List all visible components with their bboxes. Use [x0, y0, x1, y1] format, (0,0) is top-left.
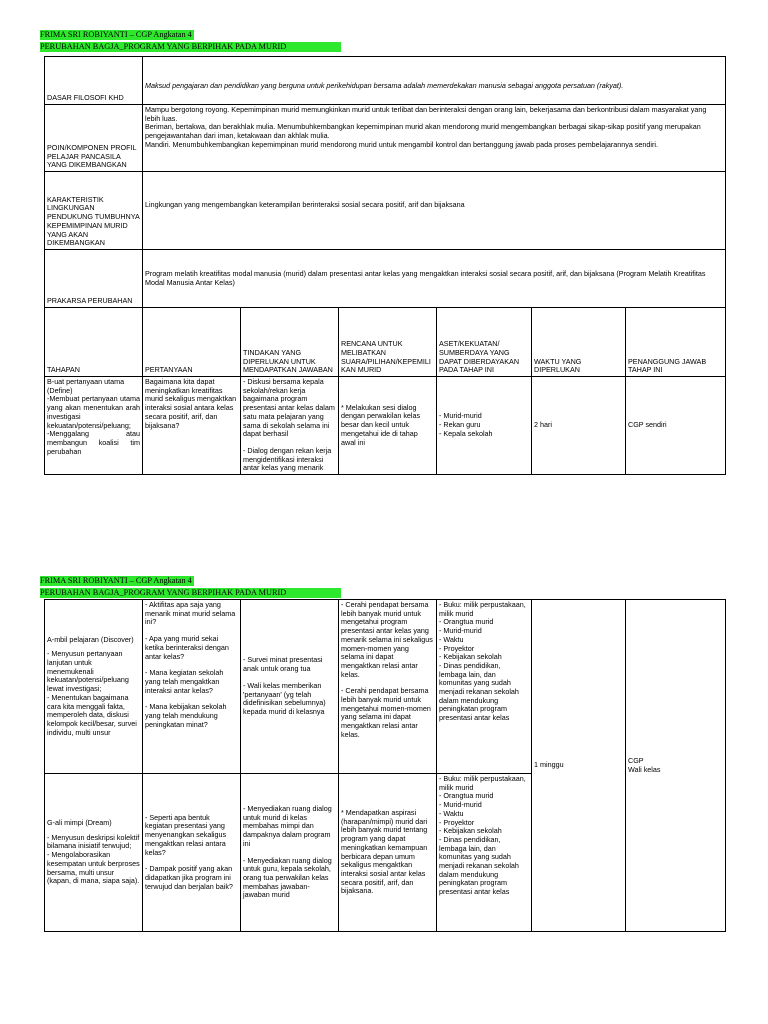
aset-item: - Waktu	[439, 808, 464, 818]
aset-item: - Dinas pendidikan, lembaga lain, dan komunitas yang sudah menjadi rekanan sekolah dalam mendukung peningkatan program presentasi antar kelas	[439, 660, 519, 723]
tahapan-step: - Menentukan bagaimana cara kita menggali fakta, memperoleh data, diskusi kelompok kecil/besar, survei individu, multi unsur	[47, 692, 137, 737]
row1-waktu: 2 hari	[532, 377, 626, 475]
tindakan-item: - Menyediakan ruang dialog untuk murid di kelas membahas mimpi dan dampaknya dalam program ini	[243, 803, 332, 848]
aset-item: - Orangtua murid	[439, 617, 494, 627]
page1-header-title: PERUBAHAN BAGJA_PROGRAM YANG BERPIHAK PADA MURID	[40, 42, 341, 52]
tindakan-item: - Menyediakan ruang dialog untuk guru, kepala sekolah, orang tua perwakilan kelas membahas jawaban-jawaban murid	[243, 855, 332, 900]
aset-item: - Kepala sekolah	[439, 428, 493, 438]
prakarsa-text: Program melatih kreatifitas modal manusia (murid) dalam presentasi antar kelas yang mengaktkan interaksi sosial secara positif, arif, dan bijaksana (Program Melatih Kreatifitas Modal Manusia Antar Kelas)	[143, 250, 726, 308]
aset-item: - Dinas pendidikan, lembaga lain, dan komunitas yang sudah menjadi rekanan sekolah dalam mendukung peningkatan program presentasi antar kelas	[439, 834, 519, 897]
row-a-tahapan	[45, 600, 143, 774]
aset-item: - Kebijakan sekolah	[439, 826, 502, 836]
page1-table	[44, 56, 726, 475]
karakter-label: KARAKTERISTIK LINGKUNGAN PENDUKUNG TUMBUHNYA KEPEMIMPINAN MURID YANG AKAN DIKEMBANGKAN	[45, 172, 143, 250]
pertanyaan-item: - Mana kegiatan sekolah yang telah mengaktkan interaksi antar kelas?	[145, 668, 224, 695]
row-g-pertanyaan	[143, 774, 241, 932]
aset-item: - Proyektor	[439, 817, 475, 827]
row1-rencana: * Melakukan sesi dialog dengan perwakilan kelas besar dan kecil untuk mengetahui ide di tahap awal ini	[339, 377, 437, 475]
aset-item: - Murid-murid	[439, 626, 482, 636]
pertanyaan-item: - Aktifitas apa saja yang menarik minat murid selama ini?	[145, 600, 236, 627]
aset-item: - Kebijakan sekolah	[439, 652, 502, 662]
pertanyaan-item: - Dampak positif yang akan didapatkan jika program ini terwujud dan berjalan baik?	[145, 864, 233, 891]
row-g-aset	[437, 774, 532, 932]
row1-aset	[437, 377, 532, 475]
row-g-tahapan	[45, 774, 143, 932]
row-a-pertanyaan	[143, 600, 241, 774]
pertanyaan-item: - Apa yang murid sekai ketika berinteraksi dengan antar kelas?	[145, 634, 229, 661]
prakarsa-label: PRAKARSA PERUBAHAN	[45, 250, 143, 308]
row1-pertanyaan: Bagaimana kita dapat meningkatkan kreatifitas murid sekaligus mengaktkan interaksi sosial antara kelas secara positif, arif, dan bijaksana?	[143, 377, 241, 475]
pj-item: Wali kelas	[628, 764, 661, 774]
dasar-text: Maksud pengajaran dan pendidikan yang berguna untuk perikehidupan bersama adalah memerdekakan manusia sebagai anggota persatuan (rakyat).	[143, 57, 726, 105]
tahapan-title: B-uat pertanyaan utama (Define)	[47, 377, 125, 395]
tindakan-item: - Diskusi bersama kepala sekolah/rekan kerja bagaimana program presentasi antar kelas dalam satu mata pelajaran yang sama di sekolah selama ini dapat berhasil	[243, 377, 335, 439]
row-a-aset	[437, 600, 532, 774]
tindakan-item: - Dialog dengan rekan kerja mengidentifikasi interaksi antar kelas yang menarik	[243, 445, 332, 473]
col-header-tindakan: TINDAKAN YANG DIPERLUKAN UNTUK MENDAPATKAN JAWABAN	[241, 308, 339, 377]
rencana-item: - Cerahi pendapat bersama lebih banyak murid untuk mengetahui program presentasi antar kelas yang menarik selama ini sekaligus momen-momen yang selama ini dapat mengaktkan relasi antar kelas.	[341, 600, 433, 679]
poin-label: POIN/KOMPONEN PROFIL PELAJAR PANCASILA YANG DIKEMBANGKAN	[45, 105, 143, 172]
row1-tahapan	[45, 377, 143, 475]
aset-item: - Murid-murid	[439, 411, 482, 421]
tahapan-title: G-ali mimpi (Dream)	[47, 818, 112, 828]
row1-tindakan	[241, 377, 339, 475]
tahapan-step: - Menyusun deskripsi kolektif bilamana inisiatif terwujud;	[47, 832, 140, 851]
pertanyaan-item: - Seperti apa bentuk kegiatan presentasi yang menyenangkan sekaligus mengaktkan relasi antara kelas?	[145, 812, 227, 857]
poin-line: Beriman, bertakwa, dan berakhlak mulia. Menumbuhkembangkan kepemimpinan murid akan mendorong murid mengembangkan berbagai sikap-sikap positif yang merupakan pengejawantahan dari iman, ketakwaan dan akhlak mulia.	[145, 122, 701, 141]
col-header-waktu: WAKTU YANG DIPERLUKAN	[532, 308, 626, 377]
page2-header-title: PERUBAHAN BAGJA_PROGRAM YANG BERPIHAK PADA MURID	[40, 588, 341, 598]
page1-header-name: FRIMA SRI ROBIYANTI – CGP Angkatan 4	[40, 30, 192, 39]
pj-cell	[626, 600, 726, 932]
tahapan-step: -Menggalang atau membangun koalisi tim perubahan	[47, 429, 140, 456]
row-a-tindakan	[241, 600, 339, 774]
aset-item: - Buku: milik perpustakaan, milik murid	[439, 600, 526, 618]
tahapan-step: - Menyusun pertanyaan lanjutan untuk menemukenali kekuatan/potensi/peluang lewat investigasi;	[47, 649, 129, 694]
tahapan-title: A-mbil pelajaran (Discover)	[47, 634, 134, 644]
tindakan-item: - Wali kelas memberikan 'pertanyaan' (yg telah didefinisikan sebelumnya) kepada murid di kelasnya	[243, 680, 326, 716]
col-header-pj: PENANGGUNG JAWAB TAHAP INI	[626, 308, 726, 377]
poin-line: Mampu bergotong royong. Kepemimpinan murid memungkinkan murid untuk terlibat dan berinteraksi dengan orang lain, bekerjasama dan berkontribusi dalam masyarakat yang lebih luas.	[145, 105, 707, 123]
rencana-item: - Cerahi pendapat bersama lebih banyak murid untuk mengetahui momen-momen yang selama ini dapat mengaktkan relasi antar kelas.	[341, 686, 431, 739]
aset-item: - Rekan guru	[439, 420, 481, 430]
row-a-rencana	[339, 600, 437, 774]
tindakan-item: - Survei minat presentasi anak untuk orang tua	[243, 655, 323, 674]
dasar-label: DASAR FILOSOFI KHD	[45, 57, 143, 105]
row-g-tindakan	[241, 774, 339, 932]
aset-item: - Buku: milik perpustakaan, milik murid	[439, 774, 526, 792]
tahapan-step: -Membuat pertanyaan utama yang akan menentukan arah investigasi kekuatan/potensi/peluang;	[47, 394, 140, 430]
waktu-cell: 1 minggu	[532, 600, 626, 932]
page2-table	[44, 599, 726, 932]
poin-line: Mandiri. Menumbuhkembangkan kepemimpinan murid mendorong murid untuk mengambil kontrol dan bertanggung jawab pada proses pembelajarannya sendiri.	[145, 139, 659, 149]
poin-text	[143, 105, 726, 172]
aset-item: - Murid-murid	[439, 800, 482, 810]
col-header-pertanyaan: PERTANYAAN	[143, 308, 241, 377]
pertanyaan-item: - Mana kebijakan sekolah yang telah mendukung peningkatan minat?	[145, 702, 227, 729]
pj-item: CGP	[628, 755, 644, 765]
aset-item: - Orangtua murid	[439, 791, 494, 801]
row-g-rencana: * Mendapatkan aspirasi (harapan/mimpi) murid dari lebih banyak murid tentang program yang dapat meningkatkan kemampuan berbicara depan umum sekaligus mengaktkan interaksi sosial antar kelas secara positif, arif, dan bijaksana.	[339, 774, 437, 932]
tahapan-step: - Mengolaborasikan kesempatan untuk berproses bersama, multi unsur (kapan, di mana, siapa saja).	[47, 850, 140, 886]
aset-item: - Waktu	[439, 634, 464, 644]
page2-header-name: FRIMA SRI ROBIYANTI – CGP Angkatan 4	[40, 576, 192, 585]
col-header-aset: ASET/KEKUATAN/ SUMBERDAYA YANG DAPAT DIBERDAYAKAN PADA TAHAP INI	[437, 308, 532, 377]
row1-pj: CGP sendiri	[626, 377, 726, 475]
aset-item: - Proyektor	[439, 643, 475, 653]
karakter-text: Lingkungan yang mengembangkan keterampilan berinteraksi sosial secara positif, arif dan bijaksana	[143, 172, 726, 250]
col-header-tahapan: TAHAPAN	[45, 308, 143, 377]
col-header-rencana: RENCANA UNTUK MELIBATKAN SUARA/PILIHAN/KEPEMILIKAN MURID	[339, 308, 437, 377]
